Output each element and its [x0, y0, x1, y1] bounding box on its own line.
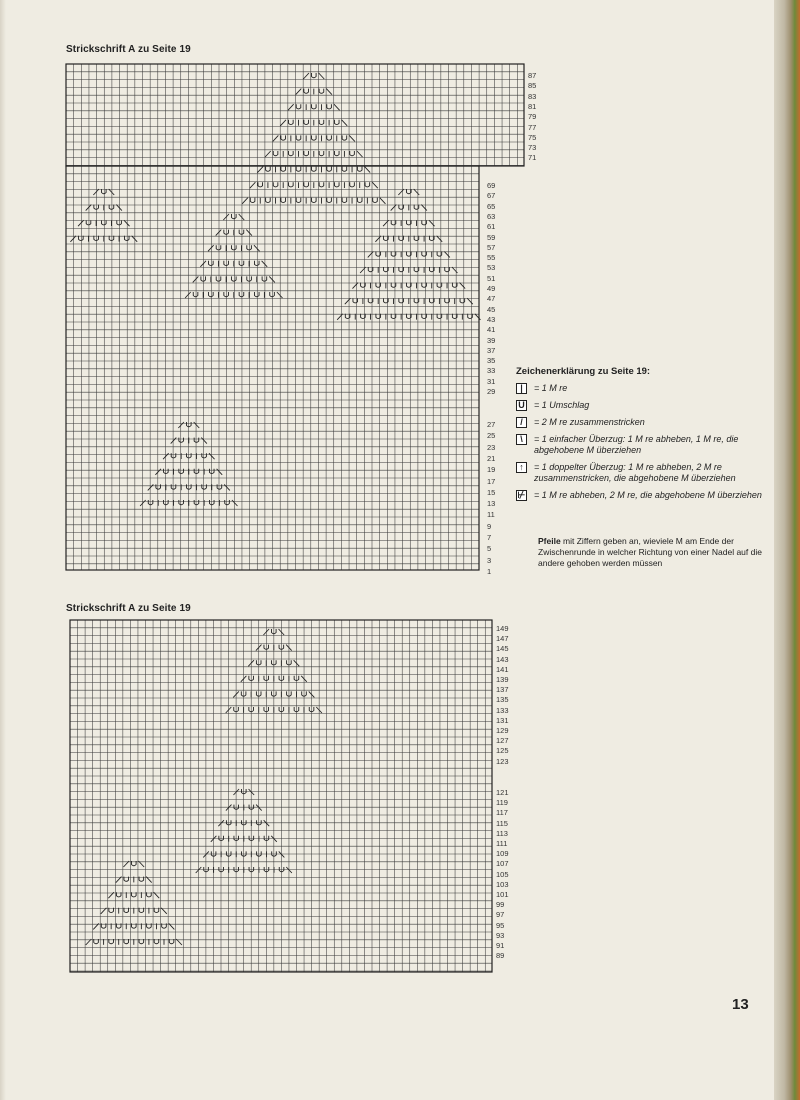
yarnover-mark — [296, 135, 301, 140]
yarnover-mark — [373, 198, 378, 203]
yarnover-mark — [250, 198, 255, 203]
row-number: 61 — [487, 222, 496, 232]
yarnover-mark — [254, 261, 259, 266]
k2tog-mark — [86, 205, 92, 211]
k2tog-mark — [398, 189, 404, 195]
row-number: 139 — [496, 675, 509, 684]
row-number: 35 — [487, 356, 496, 366]
yarnover-mark — [304, 120, 309, 125]
arrow-note — [538, 536, 768, 569]
k2tog-mark — [375, 236, 381, 242]
yarnover-mark — [209, 469, 214, 474]
row-number: 129 — [496, 726, 509, 735]
k2tog-mark — [296, 89, 302, 95]
skp-mark — [277, 292, 283, 298]
yarnover-mark — [187, 453, 192, 458]
skp-mark — [429, 220, 435, 226]
yarnover-mark — [312, 198, 317, 203]
yarnover-mark — [273, 182, 278, 187]
yarnover-mark — [273, 151, 278, 156]
yarnover-mark — [304, 182, 309, 187]
row-number: 147 — [496, 634, 509, 644]
k2tog-mark — [303, 73, 309, 79]
row-number: 23 — [487, 442, 496, 452]
legend-text: = 1 doppelter Überzug: 1 M re abheben, 2 M re zusammenstricken, die abgehobene M überziehen — [534, 462, 736, 483]
row-number: 143 — [496, 654, 509, 664]
yarnover-mark — [266, 198, 271, 203]
row-number: 99 — [496, 900, 505, 910]
yarnover-mark — [350, 151, 355, 156]
skp-mark — [319, 73, 325, 79]
skp-mark — [467, 298, 473, 304]
k2tog-mark — [140, 500, 146, 506]
yarnover-mark — [202, 453, 207, 458]
yarnover-mark — [102, 189, 107, 194]
yarnover-mark — [225, 500, 230, 505]
row-number: 87 — [528, 71, 537, 80]
row-number: 135 — [496, 695, 509, 705]
k2tog-mark — [383, 220, 389, 226]
yarnover-mark — [86, 220, 91, 225]
skp-mark — [460, 283, 466, 289]
row-number: 81 — [528, 101, 537, 111]
row-number: 111 — [496, 839, 508, 848]
skp-mark — [372, 182, 378, 188]
row-number: 103 — [496, 879, 509, 889]
k2tog-mark — [70, 236, 76, 242]
skp-mark — [209, 453, 215, 459]
row-number: 121 — [496, 788, 509, 797]
row-number: 93 — [496, 930, 505, 940]
yarnover-mark — [156, 484, 161, 489]
chart1-grid — [66, 64, 524, 570]
yarnover-symbol-icon: U — [516, 400, 527, 411]
skp-mark — [414, 189, 420, 195]
yarnover-mark — [327, 104, 332, 109]
row-number: 107 — [496, 859, 509, 869]
yarnover-mark — [232, 214, 237, 219]
row-number: 45 — [487, 304, 496, 314]
yarnover-mark — [327, 167, 332, 172]
legend-text: = 1 M re — [534, 383, 568, 393]
row-number: 89 — [496, 951, 505, 961]
note-text: mit Ziffern geben an, wieviele M am Ende der Zwischenrunde in welcher Richtung von einer Nadel auf die andere gehoben werden müssen — [538, 536, 762, 568]
yarnover-mark — [232, 276, 237, 281]
k2tog-mark — [265, 151, 271, 157]
skp-mark — [246, 230, 252, 236]
row-number: 1 — [487, 566, 492, 576]
yarnover-mark — [209, 500, 214, 505]
skp-mark — [262, 261, 268, 267]
row-number: 37 — [487, 345, 496, 355]
yarnover-mark — [312, 104, 317, 109]
yarnover-mark — [179, 469, 184, 474]
row-number: 109 — [496, 849, 509, 859]
k2tog-mark — [78, 220, 84, 226]
yarnover-mark — [342, 198, 347, 203]
row-number: 131 — [496, 715, 509, 725]
yarnover-mark — [334, 182, 339, 187]
yarnover-mark — [266, 167, 271, 172]
legend-item-double-decrease — [516, 462, 766, 484]
yarnover-mark — [334, 151, 339, 156]
yarnover-mark — [247, 276, 252, 281]
skp-mark — [116, 205, 122, 211]
skp-mark — [334, 104, 340, 110]
yarnover-mark — [201, 276, 206, 281]
row-number: 59 — [487, 232, 496, 242]
row-number: 145 — [496, 644, 509, 654]
yarnover-mark — [179, 500, 184, 505]
row-number: 39 — [487, 335, 496, 345]
row-number: 63 — [487, 211, 496, 221]
row-number: 79 — [528, 112, 537, 122]
skp-mark — [194, 422, 200, 428]
k2tog-mark — [208, 245, 214, 251]
yarnover-mark — [109, 236, 114, 241]
legend-text: = 2 M re zusammenstricken — [534, 417, 645, 427]
row-number: 83 — [528, 91, 537, 101]
skp-mark — [201, 438, 207, 444]
row-number: 19 — [487, 465, 496, 475]
yarnover-mark — [209, 292, 214, 297]
legend-item-knit — [516, 383, 766, 394]
row-number: 141 — [496, 664, 509, 674]
row-number: 43 — [487, 314, 496, 324]
double-decrease-symbol-icon: ↑ — [516, 462, 527, 473]
k2tog-mark — [200, 261, 206, 267]
k2tog-mark — [288, 104, 294, 110]
row-number: 5 — [487, 544, 492, 554]
row-number: 113 — [496, 828, 508, 838]
row-number: 7 — [487, 533, 492, 542]
yarnover-mark — [270, 292, 275, 297]
yarnover-mark — [365, 182, 370, 187]
yarnover-mark — [296, 198, 301, 203]
yarnover-mark — [79, 236, 84, 241]
row-number: 125 — [496, 746, 509, 756]
yarnover-mark — [296, 104, 301, 109]
skp-mark — [444, 251, 450, 257]
row-number: 13 — [487, 499, 496, 509]
skp-mark — [452, 267, 458, 273]
row-number: 51 — [487, 273, 496, 283]
k2tog-mark — [250, 182, 256, 188]
yarnover-mark — [312, 73, 317, 78]
row-number: 133 — [496, 705, 509, 715]
yarnover-mark — [281, 167, 286, 172]
yarnover-mark — [124, 236, 129, 241]
yarnover-mark — [312, 135, 317, 140]
yarnover-mark — [319, 151, 324, 156]
skp-mark — [475, 314, 481, 320]
yarnover-mark — [216, 276, 221, 281]
chart2-grid — [70, 620, 492, 972]
yarnover-mark — [187, 422, 192, 427]
yarnover-mark — [179, 438, 184, 443]
row-number: 123 — [496, 756, 509, 766]
yarnover-mark — [334, 120, 339, 125]
yarnover-mark — [258, 182, 263, 187]
yarnover-mark — [148, 500, 153, 505]
legend-text: = 1 M re abheben, 2 M re, die abgehobene M überziehen — [534, 490, 762, 500]
k2tog-mark — [185, 292, 191, 298]
row-number: 77 — [528, 122, 537, 132]
yarnover-mark — [289, 182, 294, 187]
row-number: 115 — [496, 818, 508, 828]
row-number: 17 — [487, 476, 496, 486]
chart1-title: Strickschrift A zu Seite 19 — [66, 44, 191, 55]
row-number: 49 — [487, 284, 496, 293]
k2tog-mark — [345, 298, 351, 304]
legend-text: = 1 Umschlag — [534, 400, 590, 410]
yarnover-mark — [342, 167, 347, 172]
skp-mark — [269, 276, 275, 282]
skp-mark — [232, 500, 238, 506]
chart2-symbols — [86, 629, 322, 945]
note-bold: Pfeile — [538, 536, 561, 546]
yarnover-mark — [254, 292, 259, 297]
k2tog-mark — [171, 438, 177, 444]
yarnover-mark — [327, 198, 332, 203]
row-number: 31 — [487, 376, 496, 386]
yarnover-mark — [247, 245, 252, 250]
yarnover-mark — [102, 220, 107, 225]
row-number: 55 — [487, 253, 496, 263]
skp-mark — [109, 189, 115, 195]
skp-mark — [224, 484, 230, 490]
yarnover-mark — [327, 135, 332, 140]
row-number: 97 — [496, 910, 505, 920]
skp-mark — [342, 120, 348, 126]
legend-title: Zeichenerklärung zu Seite 19: — [516, 366, 651, 377]
k2tog-mark — [337, 314, 343, 320]
k2tog-mark — [148, 484, 154, 490]
knit-symbol-icon: | — [516, 383, 527, 394]
skp-mark — [357, 151, 363, 157]
yarnover-mark — [224, 261, 229, 266]
row-number: 11 — [487, 510, 495, 520]
row-number: 137 — [496, 685, 509, 695]
row-number: 9 — [487, 521, 492, 531]
yarnover-mark — [171, 484, 176, 489]
row-number: 27 — [487, 420, 496, 429]
row-number: 3 — [487, 555, 492, 565]
row-number: 71 — [528, 153, 537, 163]
yarnover-mark — [342, 135, 347, 140]
chart2-title: Strickschrift A zu Seite 19 — [66, 603, 191, 614]
row-number: 69 — [487, 181, 496, 190]
skp-mark — [380, 198, 386, 204]
k2tog-mark — [223, 214, 229, 220]
skp-mark — [124, 220, 130, 226]
yarnover-mark — [239, 261, 244, 266]
legend-item-k2tog — [516, 417, 766, 428]
skp-mark — [437, 236, 443, 242]
skp-mark — [132, 236, 138, 242]
yarnover-mark — [94, 236, 99, 241]
row-number: 91 — [496, 941, 505, 950]
skp-symbol-icon: \ — [516, 434, 527, 445]
legend-text: = 1 einfacher Überzug: 1 M re abheben, 1 M re, die abgehobene M überziehen — [534, 434, 739, 455]
k2tog-mark — [163, 453, 169, 459]
row-number: 15 — [487, 487, 496, 497]
row-number: 105 — [496, 869, 509, 879]
skp-mark — [217, 469, 223, 475]
k2tog-mark — [368, 251, 374, 257]
k2tog-mark — [178, 422, 184, 428]
row-number: 101 — [496, 890, 509, 899]
yarnover-mark — [194, 500, 199, 505]
yarnover-mark — [193, 292, 198, 297]
row-number: 95 — [496, 920, 505, 930]
legend-item-yarnover — [516, 400, 766, 411]
k2tog-mark — [352, 283, 358, 289]
yarnover-mark — [209, 261, 214, 266]
yarnover-mark — [262, 276, 267, 281]
yarnover-mark — [164, 469, 169, 474]
yarnover-mark — [117, 220, 122, 225]
page-number: 13 — [732, 996, 749, 1013]
row-number: 25 — [487, 431, 496, 441]
k2tog-mark — [155, 469, 161, 475]
yarnover-mark — [357, 167, 362, 172]
row-number: 85 — [528, 81, 537, 91]
row-number: 119 — [496, 798, 508, 808]
row-number: 57 — [487, 242, 496, 252]
yarnover-mark — [296, 167, 301, 172]
yarnover-mark — [224, 292, 229, 297]
yarnover-mark — [194, 469, 199, 474]
yarnover-mark — [217, 484, 222, 489]
row-number: 65 — [487, 201, 496, 211]
row-number: 73 — [528, 143, 537, 153]
yarnover-mark — [202, 484, 207, 489]
row-number: 117 — [496, 808, 508, 818]
slip-k2-psso-symbol-icon: ⊬ — [517, 490, 526, 500]
yarnover-mark — [109, 205, 114, 210]
legend-item-slip-k2-psso — [516, 490, 766, 501]
row-number: 75 — [528, 132, 537, 142]
yarnover-mark — [350, 182, 355, 187]
yarnover-mark — [239, 230, 244, 235]
yarnover-mark — [281, 135, 286, 140]
k2tog-mark — [280, 120, 286, 126]
yarnover-mark — [319, 182, 324, 187]
yarnover-mark — [289, 120, 294, 125]
yarnover-mark — [319, 120, 324, 125]
skp-mark — [365, 167, 371, 173]
k2tog-mark — [273, 135, 279, 141]
skp-mark — [421, 205, 427, 211]
yarnover-mark — [312, 167, 317, 172]
skp-mark — [254, 245, 260, 251]
k2tog-mark — [193, 276, 199, 282]
legend — [516, 366, 766, 507]
k2tog-mark — [360, 267, 366, 273]
k2tog-mark — [257, 167, 263, 173]
yarnover-mark — [239, 292, 244, 297]
k2tog-mark — [242, 198, 248, 204]
skp-mark — [239, 214, 245, 220]
yarnover-mark — [216, 245, 221, 250]
chart1-symbols — [70, 73, 480, 506]
yarnover-mark — [94, 205, 99, 210]
skp-mark — [349, 135, 355, 141]
row-number: 29 — [487, 387, 496, 396]
k2tog-symbol-icon: / — [516, 417, 527, 428]
row-number: 21 — [487, 453, 496, 463]
yarnover-mark — [357, 198, 362, 203]
yarnover-mark — [304, 151, 309, 156]
yarnover-mark — [171, 453, 176, 458]
skp-mark — [326, 89, 332, 95]
legend-item-skp — [516, 434, 766, 456]
yarnover-mark — [232, 245, 237, 250]
row-number: 47 — [487, 294, 496, 304]
yarnover-mark — [164, 500, 169, 505]
k2tog-mark — [391, 205, 397, 211]
yarnover-mark — [319, 89, 324, 94]
yarnover-mark — [194, 438, 199, 443]
row-number: 53 — [487, 263, 496, 273]
row-number: 149 — [496, 624, 509, 633]
row-number: 67 — [487, 191, 496, 201]
row-number: 33 — [487, 366, 496, 376]
k2tog-mark — [216, 230, 222, 236]
yarnover-mark — [289, 151, 294, 156]
k2tog-mark — [93, 189, 99, 195]
yarnover-mark — [304, 89, 309, 94]
row-number: 41 — [487, 325, 496, 335]
row-number: 127 — [496, 736, 509, 746]
yarnover-mark — [281, 198, 286, 203]
yarnover-mark — [224, 230, 229, 235]
yarnover-mark — [187, 484, 192, 489]
